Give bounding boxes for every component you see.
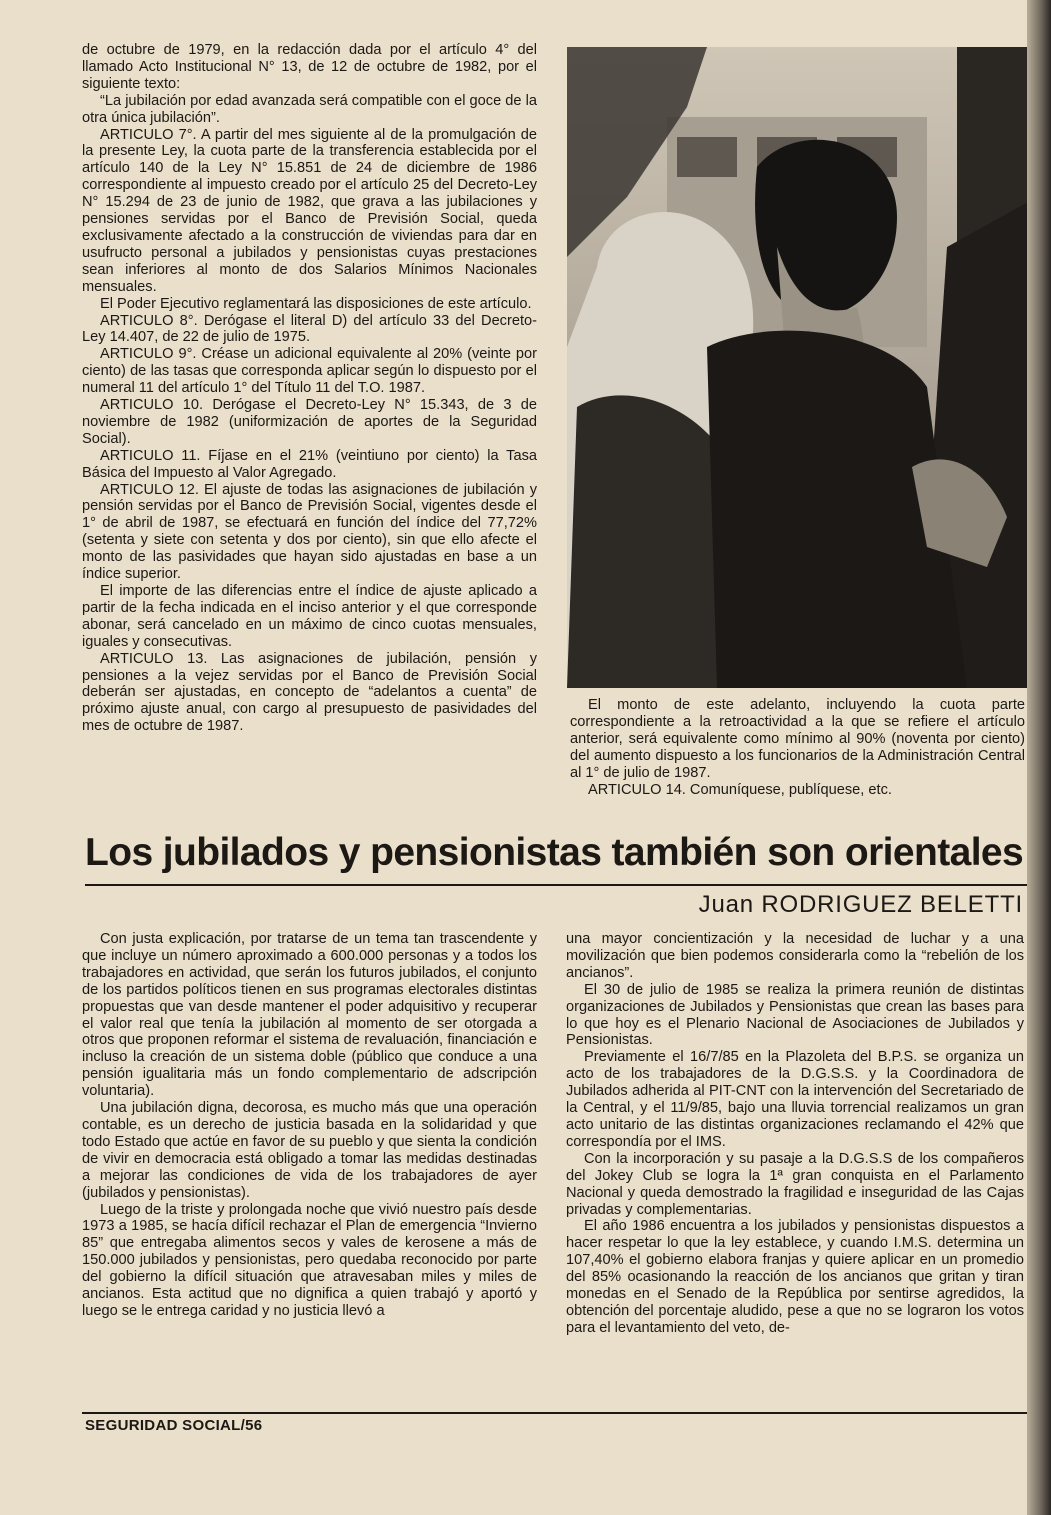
paragraph: ARTICULO 14. Comuníquese, publíquese, etc. [588,781,892,798]
paragraph: de octubre de 1979, en la redacción dada por el artículo 4° del llamado Acto Institucional N° 13, de 12 de octubre de 1982, por el siguiente texto: [82,42,537,92]
paragraph: Con justa explicación, por tratarse de un tema tan trascendente y que incluye un número aproximado a 600.000 personas y a todos los trabajadores en actividad, que serán los futuros jubilados, el conjunto de los partidos políticos tienen en sus programas electorales distintas propuestas que van desde mantener el poder adquisitivo y recuperar el valor real que tenía la jubilación al momento de ser otorgada a otros que proponen reformar el sistema de revaluación, financiación e incluso la creación de un sistema doble (público que conduce a una pensión igualitaria más un fondo complementario de adscripción voluntaria). [82,931,537,1100]
paragraph: ARTICULO 9°. Créase un adicional equivalente al 20% (veinte por ciento) de las tasas que corresponda aplicar según lo dispuesto por el numeral 11 del artículo 1° del Título 11 del T.O. 1987. [82,346,537,397]
photo-image [567,47,1037,688]
paragraph: ARTICULO 13. Las asignaciones de jubilación, pensión y pensiones a la vejez servidas por el Banco de Previsión Social deberán ser ajustadas, en concepto de “adelantos a cuenta” de próximo ajuste anual, con cargo al presupuesto de pasividades del mes de octubre de 1987. [82,650,537,735]
paragraph: Con la incorporación y su pasaje a la D.G.S.S de los compañeros del Jokey Club se logra la 1ª gran conquista en el Parlamento Nacional y queda demostrado la fragilidad e inseguridad de las Cajas privadas y complementarias. [566,1150,1024,1218]
paragraph: ARTICULO 11. Fíjase en el 21% (veintiuno por ciento) la Tasa Básica del Impuesto al Valor Agregado. [82,447,537,481]
byline: Juan RODRIGUEZ BELETTI [698,891,1023,918]
paragraph: una mayor concientización y la necesidad de luchar y a una movilización que bien podemos considerarla como la “rebelión de los ancianos”. [566,931,1024,981]
footer-rule [82,1412,1028,1414]
paragraph: ARTICULO 7°. A partir del mes siguiente al de la promulgación de la presente Ley, la cuota parte de la transferencia establecida por el artículo 140 de la Ley N° 15.851 de 24 de diciembre de 1986 correspondiente al impuesto creado por el artículo 25 del Decreto-Ley N° 15.294 de 23 de junio de 1982, que grava a las jubilaciones y pensiones servidas por el Banco de Previsión Social, queda exclusivamente afectado a la construcción de viviendas para dar en usufructo personal a jubilados y pensionistas cuyas prestaciones sean inferiores al monto de dos Salarios Mínimos Nacionales mensuales. [82,126,537,295]
news-photo [567,47,1037,688]
paragraph: ARTICULO 12. El ajuste de todas las asignaciones de jubilación y pensión servidas por el Banco de Previsión Social, vigentes desde el 1° de abril de 1987, se efectuará en función del índice del 77,72% (setenta y siete con setenta y dos por ciento), sin que ello afecte el monto de las pasividades que hayan sido ajustadas en base a un índice superior. [82,481,537,583]
paragraph: El año 1986 encuentra a los jubilados y pensionistas dispuestos a hacer respetar lo que la ley establece, y cuando I.M.S. determina un 107,40% el gobierno elabora franjas y quiere aplicar en un promedio del 85% ocasionando la reacción de los ancianos que gritan y tiran monedas en el Senado de la República por sentirse agredidos, la obtención del porcentaje aludido, pese a que no se lograron los votos para el levantamiento del veto, de- [566,1218,1024,1336]
headline: Los jubilados y pensionistas también son orientales [85,831,1024,874]
paragraph: Una jubilación digna, decorosa, es mucho más que una operación contable, es un derecho de justicia basada en la solidaridad y que todo Estado que actúe en favor de su pueblo y que sienta la condición de vivir en democracia está obligado a tomar las medidas destinadas a mejorar las condiciones de vida de los trabajadores de ayer (jubilados y pensionistas). [82,1100,537,1201]
article-bottom-right-column [566,931,1024,1337]
paragraph: El monto de este adelanto, incluyendo la cuota parte correspondiente a la retroactividad a la que se refiere el artículo anterior, será equivalente como mínimo al 90% (noventa por ciento) del aumento dispuesto a los funcionarios de la Administración Central al 1° de julio de 1987. [570,697,1025,781]
page-edge [1027,0,1051,1515]
article-top-column [82,42,537,735]
paragraph: Luego de la triste y prolongada noche que vivió nuestro país desde 1973 a 1985, se hacía difícil rechazar el Plan de emergencia “Invierno 85” que entregaba alimentos secos y vales de kerosene a más de 150.000 jubilados y pensionistas, pero quedaba reconocido por parte del gobierno la difícil situación que atravesaban miles y miles de ancianos. Esta actitud que no dignifica a quien trabajó y aportó y luego se le entrega caridad y no justicia llevó a [82,1201,537,1319]
article-bottom-left-column [82,931,537,1320]
paragraph: El importe de las diferencias entre el índice de ajuste aplicado a partir de la fecha indicada en el inciso anterior y el que corresponde abonar, será cancelado en un máximo de cinco cuotas mensuales, iguales y consecutivas. [82,583,537,650]
paragraph: “La jubilación por edad avanzada será compatible con el goce de la otra única jubilación”. [82,92,537,126]
paragraph: Previamente el 16/7/85 en la Plazoleta del B.P.S. se organiza un acto de los trabajadores de la D.G.S.S. y la Coordinadora de Jubilados adherida al PIT-CNT con la intervención del Secretariado de la Central, y el 11/9/85, bajo una lluvia torrencial realizamos un gran acto unitario de las distintas organizaciones reclamando el 42% que correspondía por el IMS. [566,1049,1024,1150]
paragraph: ARTICULO 10. Derógase el Decreto-Ley N° 15.343, de 3 de noviembre de 1982 (uniformización de aportes de la Seguridad Social). [82,397,537,447]
paragraph: ARTICULO 8°. Derógase el literal D) del artículo 33 del Decreto-Ley 14.407, de 22 de julio de 1975. [82,312,537,346]
paragraph: El 30 de julio de 1985 se realiza la primera reunión de distintas organizaciones de Jubilados y Pensionistas que crean las bases para lo que hoy es el Plenario Nacional de Asociaciones de Jubilados y Pensionistas. [566,981,1024,1049]
article-continuation [570,697,1025,798]
paragraph: El Poder Ejecutivo reglamentará las disposiciones de este artículo. [100,295,532,312]
page-footer: SEGURIDAD SOCIAL/56 [85,1417,263,1434]
headline-rule [85,884,1031,886]
